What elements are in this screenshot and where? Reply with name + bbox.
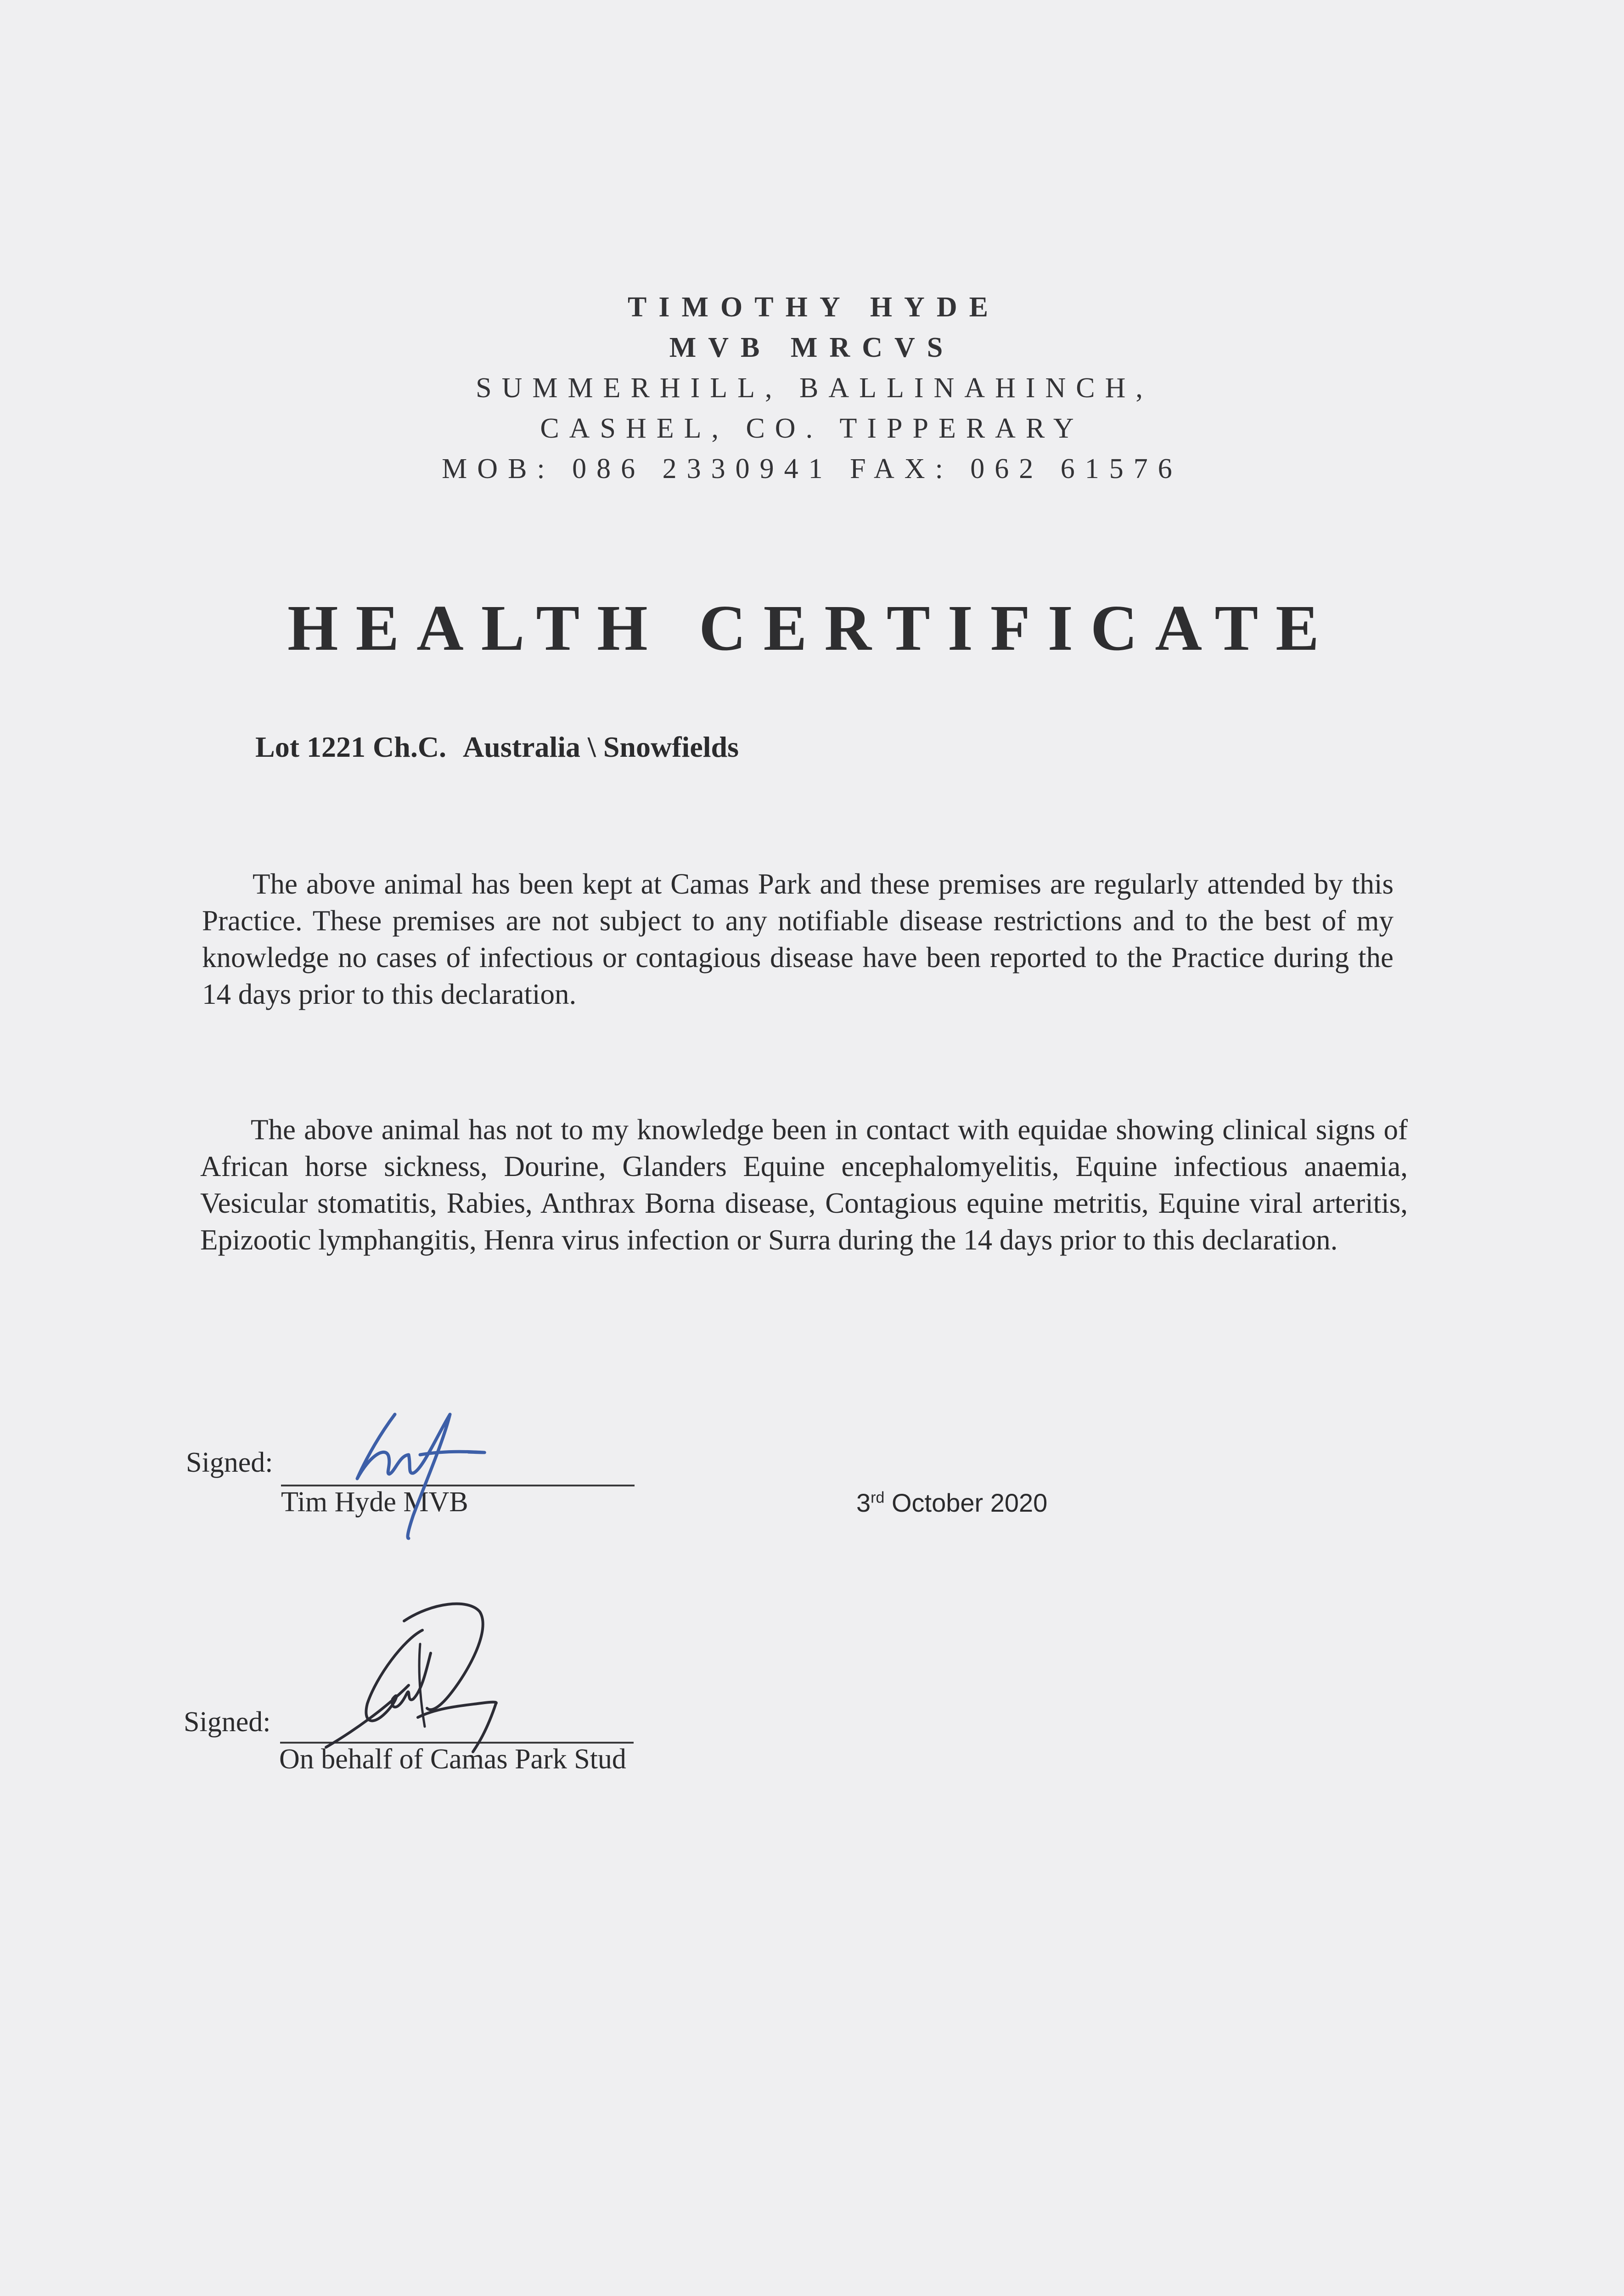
practitioner-name: TIMOTHY HYDE <box>628 292 1000 323</box>
letterhead <box>0 287 1624 489</box>
declaration-paragraph-1 <box>202 866 1394 1013</box>
date-suffix: rd <box>871 1489 885 1507</box>
lot-name: Australia \ Snowfields <box>463 731 739 763</box>
lot-number: Lot 1221 Ch.C. <box>255 731 447 763</box>
address-line-2: CASHEL, CO. TIPPERARY <box>540 413 1084 444</box>
signatory-caption-1: Tim Hyde MVB <box>281 1486 468 1518</box>
date-rest: October 2020 <box>891 1488 1048 1517</box>
signed-label-1: Signed: <box>186 1447 273 1478</box>
date-day: 3 <box>856 1488 871 1517</box>
signed-label-2: Signed: <box>184 1706 271 1738</box>
signature-camas-park <box>312 1593 551 1768</box>
certificate-date <box>856 1488 1047 1518</box>
declaration-paragraph-2 <box>200 1111 1408 1258</box>
contact-line: MOB: 086 2330941 FAX: 062 61576 <box>442 453 1182 484</box>
lot-line <box>255 730 739 764</box>
signatory-caption-2: On behalf of Camas Park Stud <box>279 1744 626 1775</box>
document-title: HEALTH CERTIFICATE <box>287 591 1337 664</box>
signature-tim-hyde <box>331 1401 523 1543</box>
practitioner-qualifications: MVB MRCVS <box>669 332 955 363</box>
address-line-1: SUMMERHILL, BALLINAHINCH, <box>476 372 1153 404</box>
paragraph-text: The above animal has not to my knowledge been in contact with equidae showing clinical signs of African horse sickness, Dourine, Glanders Equine encephalomyelitis, Equine infectious anaemia, Vesicular stomatitis, Rabies, Anthrax Borna disease, Contagious equine metritis, Equine viral arteritis, Epizootic lymphangitis, Henra virus infection or Surra during the 14 days prior to this declaration. <box>200 1114 1408 1256</box>
paragraph-text: The above animal has been kept at Camas Park and these premises are regularly attended by this Practice. These premises are not subject to any notifiable disease restrictions and to the best of my knowledge no cases of infectious or contagious disease have been reported to the Practice during the 14 days prior to this declaration. <box>202 868 1394 1010</box>
